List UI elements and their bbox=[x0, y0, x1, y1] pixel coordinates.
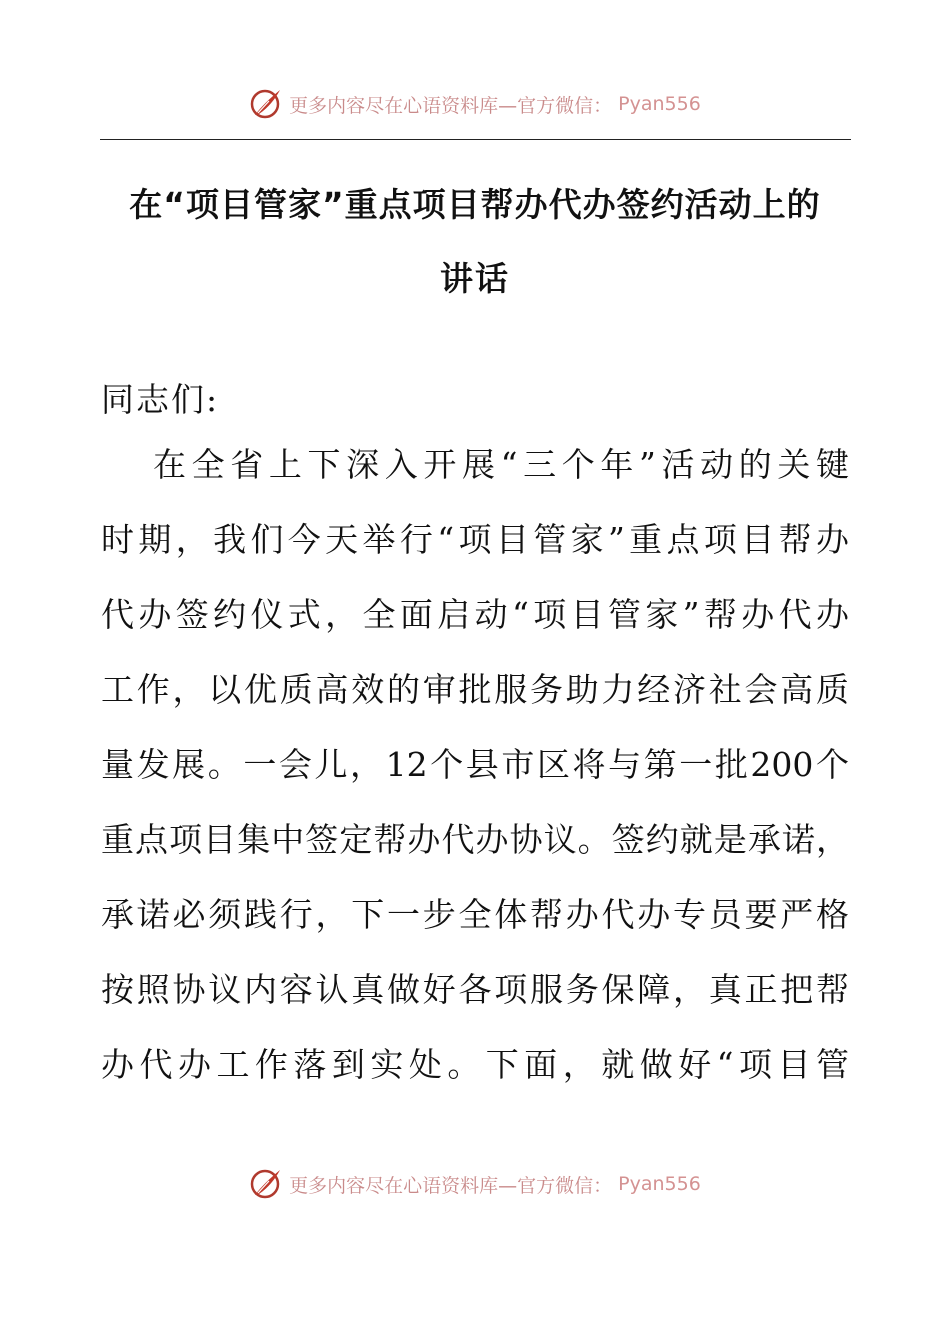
watermark-wechat-id: Pyan556 bbox=[618, 93, 701, 115]
quill-logo-icon bbox=[249, 87, 283, 121]
document-body bbox=[101, 443, 861, 1118]
body-line: 按照协议内容认真做好各项服务保障，真正把帮 bbox=[101, 970, 849, 1009]
salutation: 同志们: bbox=[101, 380, 220, 419]
document-title bbox=[70, 185, 880, 298]
watermark-wechat-id: Pyan556 bbox=[618, 1173, 701, 1195]
body-line: 重点项目集中签定帮办代办协议。签约就是承诺， bbox=[101, 820, 849, 859]
body-line: 量发展。一会儿，12个县市区将与第一批200个 bbox=[101, 745, 849, 784]
body-line: 承诺必须践行，下一步全体帮办代办专员要严格 bbox=[101, 895, 849, 934]
title-line-2: 讲话 bbox=[440, 259, 510, 298]
watermark-text: 更多内容尽在心语资料库—官方微信： bbox=[289, 1174, 613, 1197]
watermark-header bbox=[0, 84, 950, 124]
title-line-1: 在“项目管家”重点项目帮办代办签约活动上的 bbox=[129, 185, 821, 224]
body-line: 办代办工作落到实处。下面，就做好“项目管 bbox=[101, 1045, 849, 1084]
watermark-text: 更多内容尽在心语资料库—官方微信： bbox=[289, 94, 613, 117]
body-line: 工作，以优质高效的审批服务助力经济社会高质 bbox=[101, 670, 849, 709]
body-line: 时期，我们今天举行“项目管家”重点项目帮办 bbox=[101, 520, 849, 559]
body-line: 代办签约仪式，全面启动“项目管家”帮办代办 bbox=[101, 595, 849, 634]
watermark-footer bbox=[0, 1164, 950, 1204]
quill-logo-icon bbox=[249, 1167, 283, 1201]
header-divider bbox=[100, 139, 851, 140]
body-line: 在全省上下深入开展“三个年”活动的关键 bbox=[153, 445, 849, 484]
